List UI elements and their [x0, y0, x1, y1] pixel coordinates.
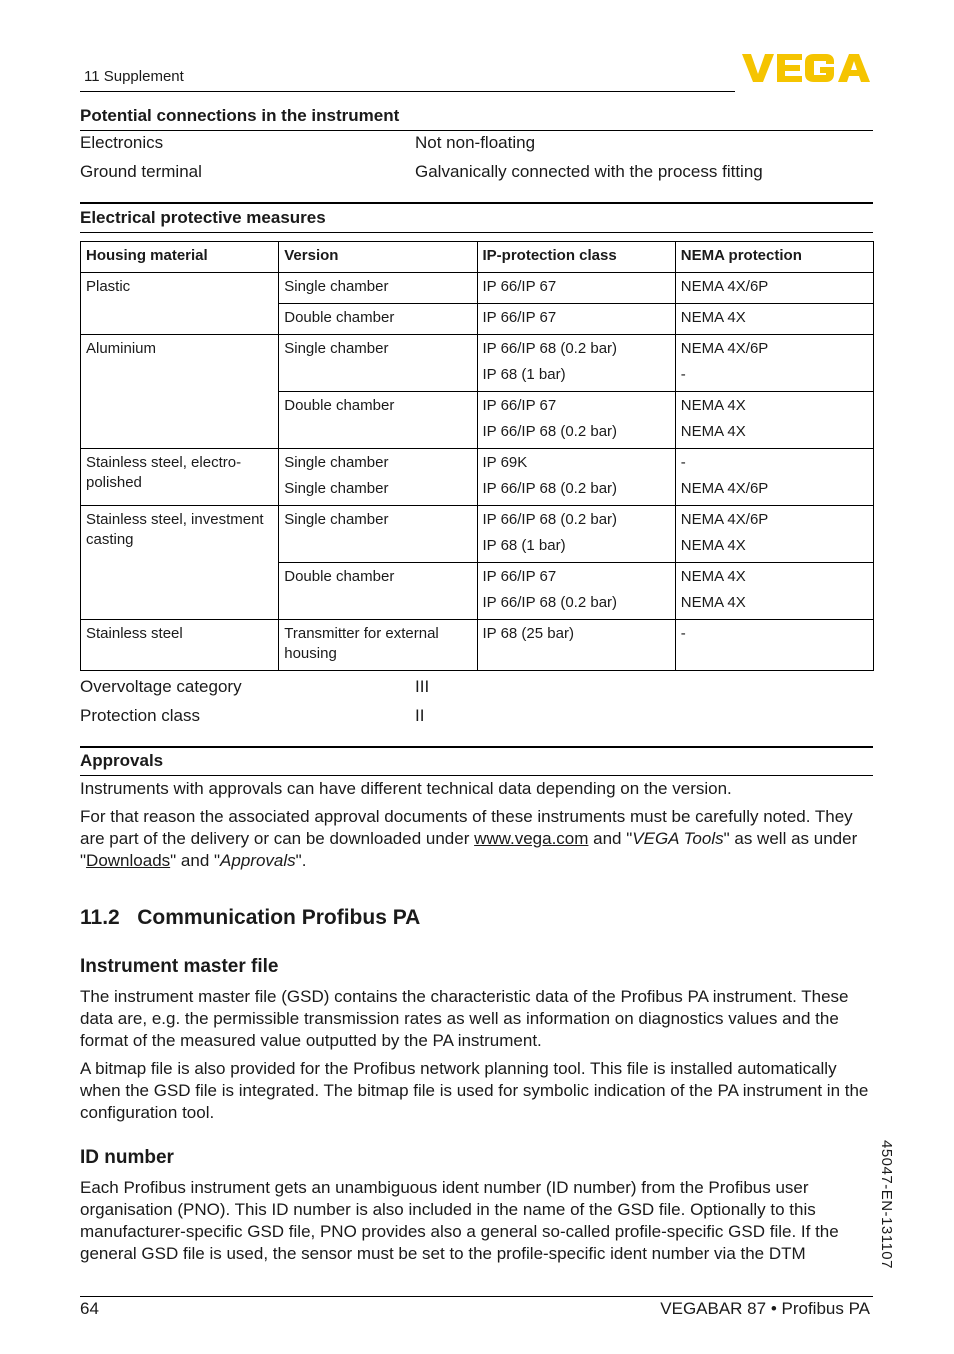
nema-cell: NEMA 4X/6P [675, 273, 873, 304]
table-row [81, 506, 874, 563]
ip-cell: IP 66/IP 67 [477, 304, 675, 335]
section-heading: 11.2 Communication Profibus PA [80, 906, 421, 929]
potential-title-rule [80, 130, 873, 131]
version-cell: Single chamber Single chamber [279, 449, 477, 506]
approvals-paragraph-2: For that reason the associated approval documents of these instruments must be carefully noted. They are part of the delivery or can be downloaded under www.vega.com and "VEGA Tools" as well as under "Downloads" and "Approvals". [80, 807, 858, 870]
ip-cell: IP 68 (25 bar) [477, 620, 675, 671]
electronics-label: Electronics [80, 133, 164, 152]
ip-cell: IP 66/IP 67 IP 66/IP 68 (0.2 bar) [477, 563, 675, 620]
version-cell: Single chamber [279, 506, 477, 563]
approvals-title: Approvals [80, 751, 164, 770]
protection-class-label: Protection class [80, 706, 200, 725]
version-cell: Double chamber [279, 392, 477, 449]
running-header-section: 11 Supplement [84, 68, 184, 85]
nema-cell: NEMA 4X NEMA 4X [675, 563, 873, 620]
ip-cell: IP 66/IP 67 IP 66/IP 68 (0.2 bar) [477, 392, 675, 449]
header-ip-class: IP-protection class [477, 242, 675, 273]
overvoltage-category-value: III [415, 677, 430, 696]
master-file-paragraph-1: The instrument master file (GSD) contains the characteristic data of the Profibus PA instrument. These data are, e.g. the permissible transmission rates as well as information on diagnostics values and the format of the measured value outputted by the PA instrument. [80, 987, 849, 1050]
electronics-value: Not non-floating [415, 133, 536, 152]
version-cell: Single chamber [279, 335, 477, 392]
nema-cell: NEMA 4X/6P NEMA 4X [675, 506, 873, 563]
table-row [81, 449, 874, 506]
housing-cell: Stainless steel [81, 620, 279, 671]
table-row [81, 335, 874, 392]
ip-cell: IP 66/IP 67 [477, 273, 675, 304]
housing-cell: Stainless steel, electro-polished [81, 449, 279, 506]
protective-measures-title: Electrical protective measures [80, 208, 326, 227]
housing-cell: Stainless steel, investment casting [81, 506, 279, 620]
page-number: 64 [80, 1299, 99, 1318]
master-file-paragraph-2: A bitmap file is also provided for the Profibus network planning tool. This file is installed automatically when the GSD file is integrated. The bitmap file is used for symbolic indication of the PA instrument in the configuration tool. [80, 1059, 869, 1122]
nema-cell: NEMA 4X [675, 304, 873, 335]
housing-cell: Aluminium [81, 335, 279, 449]
nema-cell: NEMA 4X NEMA 4X [675, 392, 873, 449]
approvals-paragraph-1: Instruments with approvals can have different technical data depending on the version. [80, 779, 732, 798]
version-cell: Double chamber [279, 304, 477, 335]
overvoltage-category-label: Overvoltage category [80, 677, 242, 696]
downloads-link[interactable]: Downloads [86, 851, 171, 870]
footer-rule [80, 1296, 873, 1297]
vega-logo-icon [742, 52, 872, 84]
nema-cell: - NEMA 4X/6P [675, 449, 873, 506]
vega-logo [742, 52, 872, 89]
table-header-row [81, 242, 874, 273]
protective-title-rule [80, 232, 873, 233]
ip-cell: IP 66/IP 68 (0.2 bar) IP 68 (1 bar) [477, 506, 675, 563]
version-cell: Single chamber [279, 273, 477, 304]
vega-website-link[interactable]: www.vega.com [474, 829, 589, 848]
header-version: Version [279, 242, 477, 273]
approvals-title-rule [80, 775, 873, 776]
nema-cell: - [675, 620, 873, 671]
ground-terminal-label: Ground terminal [80, 162, 202, 181]
document-id: 45047-EN-131107 [878, 1140, 895, 1269]
approvals-top-rule [80, 746, 873, 748]
id-number-heading: ID number [80, 1147, 174, 1168]
version-cell: Transmitter for external housing [279, 620, 477, 671]
header-nema: NEMA protection [675, 242, 873, 273]
header-rule [80, 91, 735, 92]
ip-cell: IP 66/IP 68 (0.2 bar) IP 68 (1 bar) [477, 335, 675, 392]
nema-cell: NEMA 4X/6P - [675, 335, 873, 392]
header-housing-material: Housing material [81, 242, 279, 273]
table-row [81, 273, 874, 304]
protection-table [80, 241, 874, 671]
id-number-paragraph: Each Profibus instrument gets an unambiguous ident number (ID number) from the Profibus user organisation (PNO). This ID number is also included in the name of the GSD file. Optionally to this manufacturer-specific GSD file, PNO provides also a general so-called profile-specific GSD file. If the general GSD file is used, the sensor must be set to the profile-specific ident number via the DTM [80, 1178, 839, 1263]
protection-class-value: II [415, 706, 425, 725]
table-row [81, 620, 874, 671]
footer-product: VEGABAR 87 • Profibus PA [660, 1299, 870, 1318]
version-cell: Double chamber [279, 563, 477, 620]
housing-cell: Plastic [81, 273, 279, 335]
master-file-heading: Instrument master file [80, 956, 279, 977]
potential-connections-title: Potential connections in the instrument [80, 106, 400, 125]
protective-top-rule [80, 202, 873, 204]
ip-cell: IP 69K IP 66/IP 68 (0.2 bar) [477, 449, 675, 506]
ground-terminal-value: Galvanically connected with the process fitting [415, 162, 763, 181]
